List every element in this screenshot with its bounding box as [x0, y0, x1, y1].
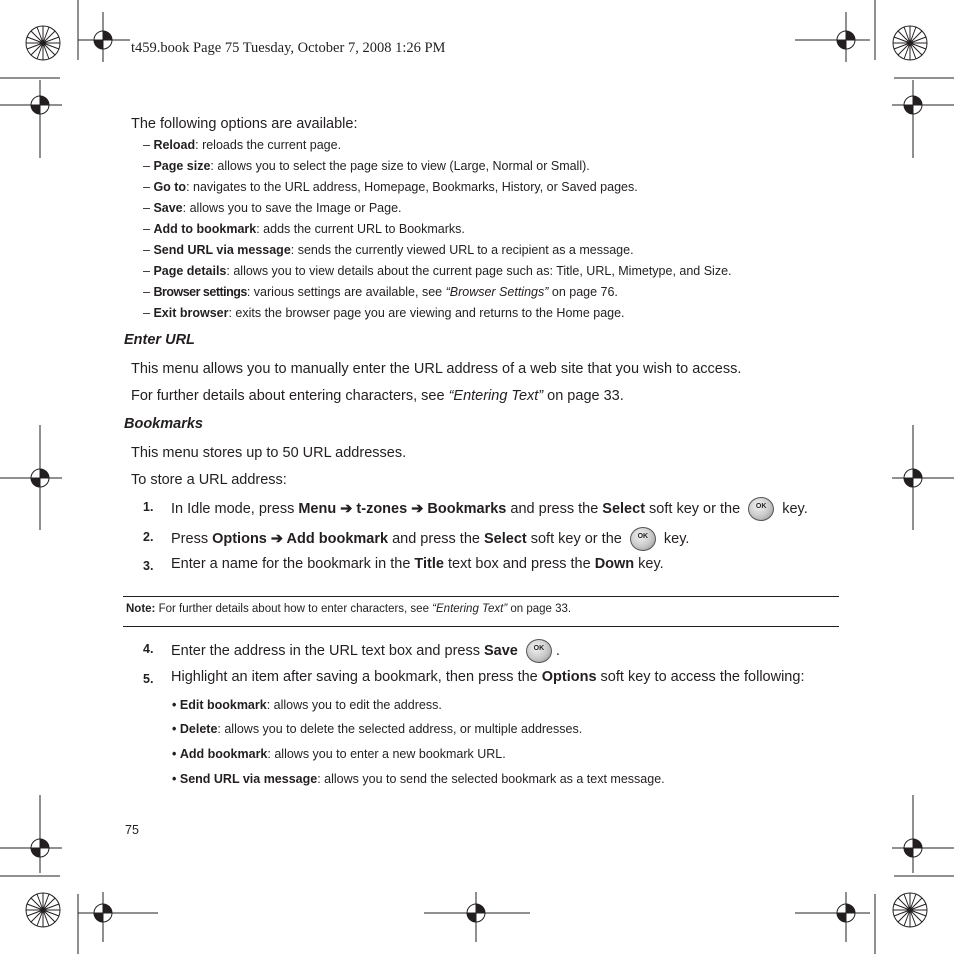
- option-name: Exit browser: [153, 306, 229, 320]
- option-send-url: – Send URL via message: sends the currently viewed URL to a recipient as a message.: [143, 243, 634, 257]
- note-bottom-rule: [123, 626, 839, 627]
- ok-key-icon: OK: [630, 527, 656, 551]
- option-page-size: – Page size: allows you to select the page size to view (Large, Normal or Small).: [143, 159, 590, 173]
- step-1: In Idle mode, press Menu ➔ t-zones ➔ Bookmarks and press the Select soft key or the OK key.: [171, 497, 808, 521]
- step-number: 2.: [143, 530, 154, 544]
- option-desc: : adds the current URL to Bookmarks.: [256, 222, 465, 236]
- note-label: Note:: [126, 603, 156, 615]
- bullet-edit-bookmark: • Edit bookmark: allows you to edit the address.: [172, 698, 442, 712]
- option-name: Go to: [153, 180, 187, 194]
- option-save: – Save: allows you to save the Image or Page.: [143, 201, 402, 215]
- option-reload: – Reload: reloads the current page.: [143, 138, 342, 152]
- note: Note: For further details about how to enter characters, see “Entering Text” on page 33.: [126, 603, 572, 615]
- option-exit-browser: – Exit browser: exits the browser page you are viewing and returns to the Home page.: [143, 306, 625, 320]
- page-number: 75: [125, 823, 139, 837]
- option-desc: : various settings are available, see: [246, 285, 446, 299]
- cross-reference: “Entering Text”: [432, 603, 508, 615]
- option-desc: : navigates to the URL address, Homepage, Bookmarks, History, or Saved pages.: [186, 180, 638, 194]
- note-top-rule: [123, 596, 839, 597]
- bookmarks-paragraph: This menu stores up to 50 URL addresses.: [131, 445, 407, 461]
- enter-url-see-also: For further details about entering characters, see “Entering Text” on page 33.: [131, 388, 624, 404]
- option-name: Browser settings: [153, 285, 247, 299]
- option-desc: : allows you to select the page size to view (Large, Normal or Small).: [210, 159, 590, 173]
- option-name: Send URL via message: [153, 243, 291, 257]
- option-ref: “Browser Settings”: [445, 285, 549, 299]
- enter-url-paragraph: This menu allows you to manually enter the URL address of a web site that you wish to access.: [131, 361, 742, 377]
- step-number: 4.: [143, 642, 154, 656]
- option-desc: : allows you to view details about the current page such as: Title, URL, Mimetype, and Size.: [226, 264, 732, 278]
- book-header: t459.book Page 75 Tuesday, October 7, 2008 1:26 PM: [131, 40, 446, 56]
- ok-key-icon: OK: [748, 497, 774, 521]
- step-5: Highlight an item after saving a bookmark, then press the Options soft key to access the following:: [171, 669, 805, 685]
- bullet-send-url: • Send URL via message: allows you to send the selected bookmark as a text message.: [172, 772, 665, 786]
- option-name: Page details: [153, 264, 227, 278]
- option-name: Page size: [153, 159, 211, 173]
- enter-url-heading: Enter URL: [124, 332, 195, 348]
- option-name: Save: [153, 201, 183, 215]
- option-desc: : allows you to save the Image or Page.: [182, 201, 402, 215]
- option-desc: : reloads the current page.: [195, 138, 342, 152]
- bookmarks-store-intro: To store a URL address:: [131, 472, 287, 488]
- step-number: 3.: [143, 559, 154, 573]
- option-name: Add to bookmark: [153, 222, 257, 236]
- option-desc: : exits the browser page you are viewing and returns to the Home page.: [228, 306, 625, 320]
- step-number: 5.: [143, 672, 154, 686]
- option-name: Reload: [153, 138, 196, 152]
- option-add-to-bookmark: – Add to bookmark: adds the current URL to Bookmarks.: [143, 222, 465, 236]
- option-desc: : sends the currently viewed URL to a recipient as a message.: [290, 243, 634, 257]
- step-4: Enter the address in the URL text box and press Save OK .: [171, 639, 560, 663]
- step-2: Press Options ➔ Add bookmark and press the Select soft key or the OK key.: [171, 527, 689, 551]
- bullet-add-bookmark: • Add bookmark: allows you to enter a new bookmark URL.: [172, 747, 506, 761]
- step-number: 1.: [143, 500, 154, 514]
- options-intro: The following options are available:: [131, 116, 358, 132]
- step-3: Enter a name for the bookmark in the Title text box and press the Down key.: [171, 556, 664, 572]
- option-browser-settings: – Browser settings: various settings are available, see “Browser Settings” on page 76.: [143, 285, 618, 299]
- option-go-to: – Go to: navigates to the URL address, Homepage, Bookmarks, History, or Saved pages.: [143, 180, 638, 194]
- cross-reference: “Entering Text”: [448, 388, 544, 404]
- bookmarks-heading: Bookmarks: [124, 416, 203, 432]
- option-page-details: – Page details: allows you to view details about the current page such as: Title, URL, Mimetype, and Size.: [143, 264, 732, 278]
- bullet-delete: • Delete: allows you to delete the selected address, or multiple addresses.: [172, 722, 583, 736]
- ok-key-icon: OK: [526, 639, 552, 663]
